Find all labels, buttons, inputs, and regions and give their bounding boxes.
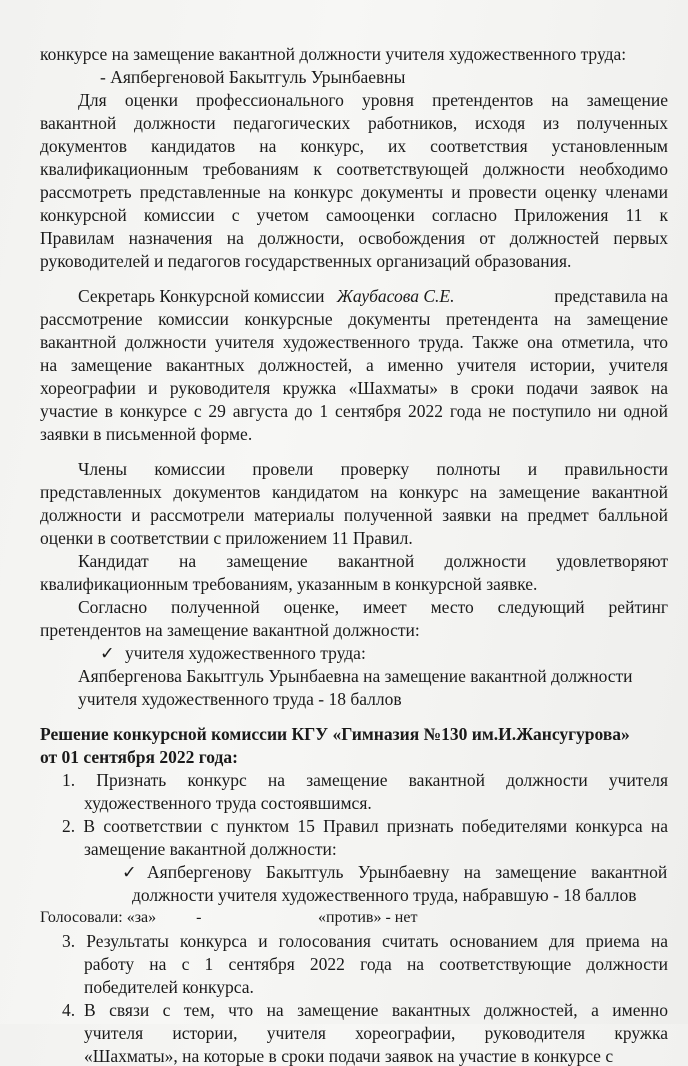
text-line: учителя художественного труда - 18 баллов (78, 689, 402, 709)
secretary-line (78, 286, 668, 306)
text-line: «Шахматы», на которые в сроки подачи заявок на участие в конкурсе с (84, 1046, 614, 1066)
rating-item (100, 643, 366, 663)
list-item-4: В связи с тем, что на замещение вакантных должностей, а именно (84, 1000, 668, 1020)
text-line: художественного труда состоявшимся. (84, 793, 372, 813)
text-line: рассмотрение комиссии конкурсные документы претендента на замещение (40, 309, 668, 329)
text-line: вакантной должности педагогических работников, исходя из полученных (40, 113, 668, 133)
text-line: Согласно полученной оценке, имеет место следующий рейтинг (78, 597, 668, 617)
text-line: хореографии и руководителя кружка «Шахматы» в сроки подачи заявок на (40, 378, 668, 398)
text-line: оценки в соответствии с приложением 11 Правил. (40, 528, 413, 548)
list-item-1: 1. Признать конкурс на замещение вакантной должности учителя (62, 770, 668, 790)
text-line: Кандидат на замещение вакантной должности удовлетворяют (78, 551, 668, 571)
winner-item (122, 862, 668, 882)
check-icon: ✓ (100, 643, 115, 663)
text-line: должности и рассмотрели материалы полученной заявки на предмет балльной (40, 505, 668, 525)
text-line: победителей конкурса. (84, 977, 254, 997)
text-line: должности учителя художественного труда, набравшую - 18 баллов (132, 885, 637, 905)
text-line: работу на с 1 сентября 2022 года на соответствующие должности (84, 954, 668, 974)
check-icon: ✓ (122, 862, 137, 882)
decision-date: от 01 сентября 2022 года: (40, 747, 238, 767)
text-line: заявки в письменной форме. (40, 424, 253, 444)
text-line: руководителей и педагогов государственных организаций образования. (40, 251, 572, 271)
text-line: рассмотреть представленные на конкурс документы и провести оценку членами (40, 182, 668, 202)
text-line: замещение вакантной должности: (84, 839, 337, 859)
list-item-2: 2. В соответствии с пунктом 15 Правил признать победителями конкурса на (62, 816, 668, 836)
secretary-name: Жаубасова С.Е. (336, 286, 455, 306)
text-line: конкурсной комиссии с учетом самооценки согласно Приложения 11 к (40, 205, 668, 225)
decision-heading: Решение конкурсной комиссии КГУ «Гимназия №130 им.И.Жансугурова» (40, 724, 630, 744)
rating-position: учителя художественного труда: (125, 643, 366, 663)
text-line: участие в конкурсе с 29 августа до 1 сентября 2022 года не поступило ни одной (40, 401, 668, 421)
text-line: вакантной должности учителя художественного труда. Также она отметила, что (40, 332, 668, 352)
secretary-suffix: представила на (554, 286, 668, 306)
list-item-3: 3. Результаты конкурса и голосования считать основанием для приема на (62, 931, 668, 951)
text-line: Аяпбергенова Бакытгуль Урынбаевна на замещение вакантной должности (78, 666, 633, 686)
vote-against: «против» - нет (318, 909, 418, 926)
vote-for: Голосовали: «за» - (40, 909, 202, 926)
winner-text: Аяпбергенову Бакытгуль Урынбаевну на замещение вакантной (147, 862, 668, 882)
text-line: квалификационным требованиям к соответствующей должности необходимо (40, 159, 668, 179)
text-line: представленных документов кандидатом на конкурс на замещение вакантной (40, 482, 668, 502)
text-line: на замещение вакантных должностей, а именно учителя истории, учителя (40, 355, 668, 375)
candidate-name-line: - Аяпбергеновой Бакытгуль Урынбаевны (100, 67, 406, 87)
text-line: Члены комиссии провели проверку полноты и правильности (78, 459, 668, 479)
text-line: Для оценки профессионального уровня претендентов на замещение (78, 90, 668, 110)
text-line: документов кандидатов на конкурс, их соответствия установленным (40, 136, 668, 156)
text-line: квалификационным требованиям, указанным в конкурсной заявке. (40, 574, 538, 594)
text-line: претендентов на замещение вакантной должности: (40, 620, 420, 640)
text-line: Правилам назначения на должности, освобождения от должностей первых (40, 228, 668, 248)
text-line: конкурсе на замещение вакантной должности учителя художественного труда: (40, 44, 627, 64)
text-line: учителя истории, учителя хореографии, руководителя кружка (84, 1023, 668, 1043)
list-item-4-number: 4. (62, 1000, 76, 1020)
secretary-prefix: Секретарь Конкурсной комиссии (78, 286, 325, 306)
